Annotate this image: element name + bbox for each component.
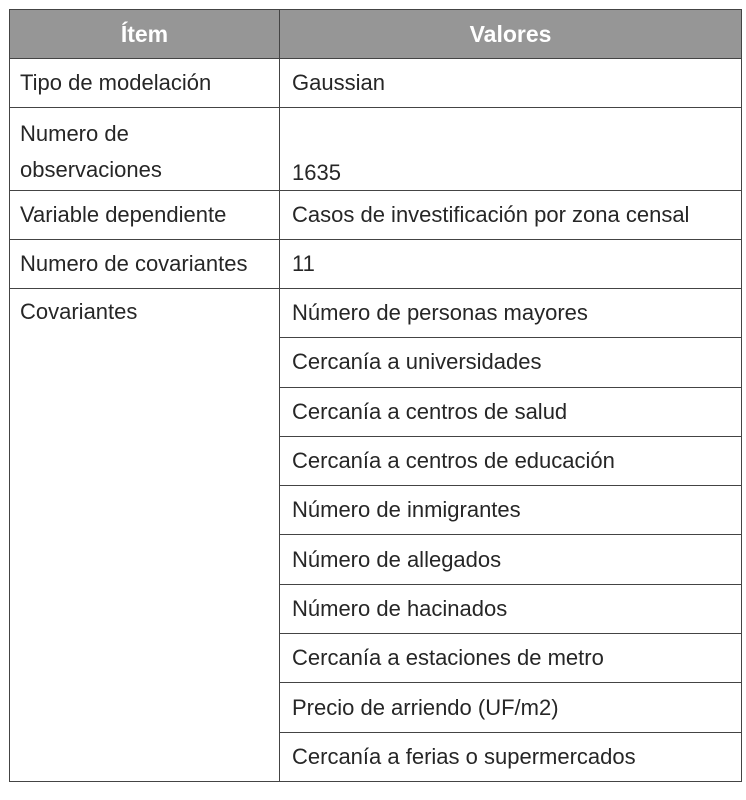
covariante-value: Número de inmigrantes xyxy=(280,486,742,535)
row-value: Gaussian xyxy=(280,59,742,108)
row-value: 1635 xyxy=(280,108,742,191)
row-item-label: Tipo de modelación xyxy=(10,59,280,108)
table-row xyxy=(10,59,742,108)
row-item-label: Variable dependiente xyxy=(10,191,280,240)
table-row xyxy=(10,108,742,191)
header-row xyxy=(10,10,742,59)
covariante-value: Número de allegados xyxy=(280,535,742,584)
covariante-value: Cercanía a ferias o supermercados xyxy=(280,732,742,781)
table-row xyxy=(10,191,742,240)
covariantes-label: Covariantes xyxy=(10,289,280,782)
row-item-label: Numero de observaciones xyxy=(10,108,280,191)
row-item-label: Numero de covariantes xyxy=(10,240,280,289)
covariante-value: Número de hacinados xyxy=(280,584,742,633)
row-value: Casos de investificación por zona censal xyxy=(280,191,742,240)
covariante-value: Cercanía a centros de educación xyxy=(280,436,742,485)
covariante-value: Número de personas mayores xyxy=(280,289,742,338)
header-item: Ítem xyxy=(10,10,280,59)
covariante-value: Cercanía a estaciones de metro xyxy=(280,634,742,683)
table-row xyxy=(10,289,742,338)
table-row xyxy=(10,240,742,289)
header-valores: Valores xyxy=(280,10,742,59)
covariante-value: Cercanía a centros de salud xyxy=(280,387,742,436)
model-summary-table xyxy=(9,9,742,782)
covariante-value: Precio de arriendo (UF/m2) xyxy=(280,683,742,732)
row-value: 11 xyxy=(280,240,742,289)
covariante-value: Cercanía a universidades xyxy=(280,338,742,387)
